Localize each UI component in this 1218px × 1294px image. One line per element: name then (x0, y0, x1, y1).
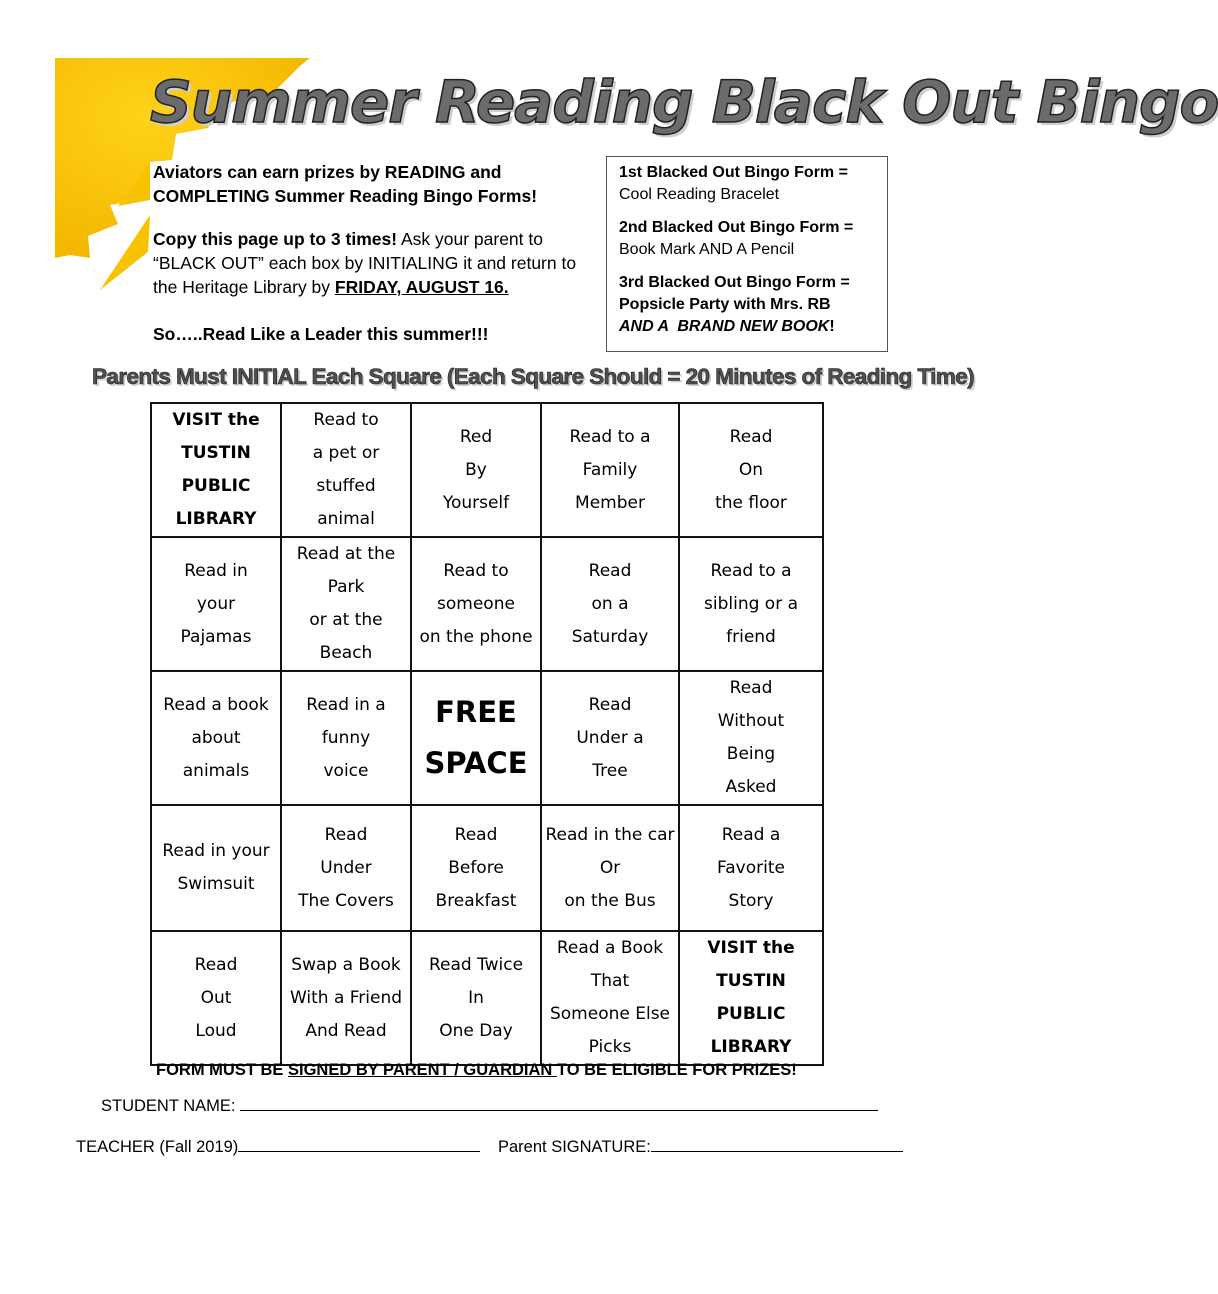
bingo-square-text: or at the (309, 610, 383, 630)
intro-text (153, 160, 603, 365)
bingo-square-text: Or (599, 857, 621, 878)
prize-box (606, 156, 888, 352)
bingo-square-text: stuffed (316, 476, 376, 496)
bingo-square-text: Beach (319, 643, 373, 663)
bingo-square-text: LIBRARY (710, 1037, 792, 1057)
bingo-square-text: Picks (588, 1037, 632, 1057)
bingo-square[interactable] (281, 403, 411, 537)
bingo-row (151, 403, 823, 537)
bingo-square[interactable] (411, 537, 541, 671)
bingo-square-text: PUBLIC (181, 476, 251, 496)
bingo-square-text: friend (726, 626, 776, 647)
bingo-square-text: Read to (313, 410, 379, 430)
bingo-square[interactable] (541, 931, 679, 1065)
bingo-square-text: Swap a Book (291, 954, 401, 975)
note-underlined: SIGNED BY PARENT / GUARDIAN (288, 1061, 557, 1079)
bingo-square-text: on the Bus (564, 890, 656, 911)
bingo-square-text: TUSTIN (181, 443, 251, 463)
bingo-square-text: And Read (305, 1020, 387, 1041)
bingo-square-text: Read to (443, 560, 509, 581)
bingo-row (151, 537, 823, 671)
bingo-square-text: Park (327, 577, 365, 597)
grid-instructions: Parents Must INITIAL Each Square (Each Square Should = 20 Minutes of Reading Time) (92, 364, 975, 389)
bingo-square-text: Out (200, 987, 232, 1008)
bingo-square[interactable] (679, 403, 823, 537)
bingo-square[interactable] (411, 931, 541, 1065)
bingo-square[interactable] (679, 805, 823, 931)
bingo-square-text: Tree (592, 760, 628, 781)
bingo-row (151, 805, 823, 931)
bingo-square-text: VISIT the (707, 938, 795, 958)
bingo-row (151, 671, 823, 805)
bingo-square-text: VISIT the (172, 410, 260, 430)
bingo-square-text: Read at the (296, 544, 396, 564)
bingo-square[interactable] (151, 537, 281, 671)
bingo-square[interactable] (541, 671, 679, 805)
bingo-square-text: Asked (725, 777, 777, 797)
bingo-square[interactable] (541, 403, 679, 537)
bingo-square[interactable] (679, 537, 823, 671)
bingo-square-text: Pajamas (180, 626, 252, 647)
intro-line: Aviators can earn prizes by READING and COMPLETING Summer Reading Bingo Forms! (153, 162, 538, 206)
bingo-square-text: Read (729, 426, 773, 447)
bingo-square-text: Swimsuit (177, 874, 255, 894)
bingo-square-text: Loud (195, 1020, 237, 1041)
student-name-field (101, 1094, 878, 1116)
teacher-line[interactable] (238, 1135, 480, 1152)
parent-signature-field (498, 1135, 903, 1157)
bingo-square-text: Member (575, 492, 645, 513)
bingo-square-text: Favorite (717, 857, 785, 878)
bingo-square-text: Under a (576, 727, 644, 748)
bingo-square-text: Read to a (569, 426, 651, 447)
bingo-square-text: Read (194, 954, 238, 975)
bingo-square-text: With a Friend (289, 987, 403, 1008)
copy-rest: Ask your parent to “BLACK OUT” each box by INITIALING it and return to the Heritage Library by (153, 229, 577, 297)
bingo-square-text: Breakfast (435, 890, 517, 911)
bingo-square-text: someone (437, 593, 515, 614)
teacher-label: TEACHER (Fall 2019) (76, 1138, 239, 1156)
bingo-square-text: Read (324, 824, 368, 845)
bingo-square-text: Read in a (306, 694, 386, 715)
bingo-square[interactable] (281, 537, 411, 671)
bingo-square-text: TUSTIN (716, 971, 786, 991)
student-name-line[interactable] (240, 1094, 878, 1111)
bingo-square[interactable] (411, 403, 541, 537)
signature-requirement (156, 1061, 797, 1080)
prize-heading: 2nd Blacked Out Bingo Form = (619, 219, 854, 236)
bingo-square-text: Yourself (442, 492, 510, 513)
bingo-square[interactable] (281, 805, 411, 931)
bingo-square-text: Without (717, 711, 785, 731)
bingo-square-text: a pet or (312, 443, 380, 463)
bingo-square-text: voice (323, 760, 369, 781)
bingo-square-text: Story (728, 890, 774, 911)
prize-book: AND A BRAND NEW BOOK (619, 318, 830, 335)
prize-text: Book Mark AND A Pencil (619, 241, 795, 258)
bingo-square[interactable] (151, 931, 281, 1065)
bingo-square[interactable] (679, 931, 823, 1065)
bingo-square-text: Red (459, 426, 493, 447)
bingo-square-text: Read in your (162, 841, 270, 861)
bingo-square[interactable] (281, 931, 411, 1065)
deadline: FRIDAY, AUGUST 16. (334, 277, 509, 297)
bingo-square[interactable] (151, 671, 281, 805)
bingo-square-text: Read to a (710, 560, 792, 581)
prize-text-extra (619, 316, 877, 338)
bingo-square-text: By (465, 459, 487, 480)
bingo-square-text: the floor (715, 492, 787, 513)
student-name-label: STUDENT NAME: (101, 1097, 236, 1115)
bingo-square-text: Family (582, 459, 638, 480)
copy-bold: Copy this page up to 3 times! (153, 229, 398, 249)
bingo-square-text: Before (448, 857, 504, 878)
page-title: Summer Reading Black Out Bingo (150, 68, 1218, 136)
note-end: TO BE ELIGIBLE FOR PRIZES! (556, 1061, 797, 1079)
bingo-square-text: Read in the car (545, 824, 675, 845)
bingo-square-text: funny (321, 727, 371, 748)
bingo-square-text: sibling or a (704, 593, 798, 614)
teacher-field (76, 1135, 480, 1157)
bingo-square-text: Read a (721, 824, 781, 845)
bingo-square-text: The Covers (298, 890, 394, 911)
bingo-square-text: Read a book (163, 694, 269, 715)
bingo-square-text: Someone Else (549, 1004, 671, 1024)
prize-exclaim: ! (829, 318, 835, 335)
prize-tier-2 (619, 217, 877, 261)
bingo-square-text: Read (588, 560, 632, 581)
bingo-square[interactable] (541, 805, 679, 931)
bingo-square[interactable] (411, 805, 541, 931)
prize-tier-1 (619, 162, 877, 206)
parent-signature-line[interactable] (651, 1135, 903, 1152)
prize-heading: 3rd Blacked Out Bingo Form = (619, 274, 850, 291)
prize-tier-3 (619, 272, 877, 338)
bingo-square-text: Read in (184, 560, 248, 581)
bingo-square-text: In (468, 987, 484, 1008)
slogan: So…..Read Like a Leader this summer!!! (153, 324, 489, 344)
bingo-square-text: about (191, 727, 241, 748)
bingo-square[interactable] (541, 537, 679, 671)
bingo-square-text: animal (317, 509, 375, 529)
bingo-square-text: Read Twice (428, 954, 524, 975)
bingo-square-text: On (738, 459, 764, 480)
bingo-grid (150, 402, 824, 1066)
bingo-square-text: Read a Book (556, 938, 664, 958)
bingo-square-text: LIBRARY (175, 509, 257, 529)
bingo-square-text: FREE (435, 695, 517, 729)
bingo-square-text: on a (591, 593, 629, 614)
bingo-square[interactable] (151, 805, 281, 931)
bingo-square-text: your (196, 593, 236, 614)
copy-instructions (153, 227, 603, 299)
prize-text: Cool Reading Bracelet (619, 186, 780, 203)
bingo-square-text: on the phone (419, 626, 533, 647)
bingo-row (151, 931, 823, 1065)
note-start: FORM MUST BE (156, 1061, 288, 1079)
bingo-square[interactable] (151, 403, 281, 537)
bingo-square-text: Read (729, 678, 773, 698)
bingo-square-text: SPACE (424, 746, 528, 780)
bingo-square-text: animals (182, 760, 250, 781)
bingo-square-text: One Day (439, 1020, 513, 1041)
bingo-square-text: Being (726, 744, 776, 764)
parent-signature-label: Parent SIGNATURE: (498, 1138, 651, 1156)
bingo-square-text: Read (454, 824, 498, 845)
bingo-square-text: Read (588, 694, 632, 715)
bingo-square-text: That (590, 971, 630, 991)
bingo-square-text: PUBLIC (716, 1004, 786, 1024)
bingo-square-text: Saturday (571, 626, 649, 647)
bingo-square[interactable] (411, 671, 541, 805)
bingo-square-text: Under (320, 857, 372, 878)
prize-text: Popsicle Party with Mrs. RB (619, 296, 831, 313)
prize-heading: 1st Blacked Out Bingo Form = (619, 164, 848, 181)
bingo-square[interactable] (281, 671, 411, 805)
bingo-square[interactable] (679, 671, 823, 805)
